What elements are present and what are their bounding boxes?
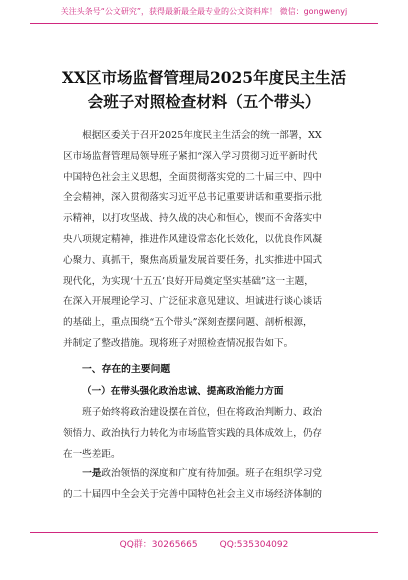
title-line-1: XX区市场监督管理局2025年度民主生活	[61, 68, 347, 87]
text-line: 领悟力、政治执行力转化为市场监管实践的具体成效上，仍存	[63, 427, 323, 439]
text-line: 央八项规定精神，推进作风建设常态化长效化，以优良作风凝	[63, 233, 323, 245]
header-divider	[30, 23, 378, 24]
text-line: 中国特色社会主义思想，全面贯彻落实党的二十届三中、四中	[63, 171, 323, 183]
footer-divider	[30, 532, 378, 533]
intro-paragraph	[63, 126, 345, 355]
paragraph-2	[63, 403, 345, 465]
text-line: 示精神，以打攻坚战、持久战的决心和恒心，锲而不舍落实中	[63, 213, 323, 225]
bold-lead: 一是	[82, 468, 102, 479]
document-title	[40, 66, 368, 114]
text-line: 在一些差距。	[63, 448, 121, 460]
text-line	[63, 464, 345, 485]
text-line: 根据区委关于召开2025年度民主生活会的统一部署，XX	[63, 130, 322, 141]
title-line-2: 会班子对照检查材料（五个带头）	[87, 92, 321, 111]
text-line: 现代化，为实现‘十五五’良好开局奠定坚实基础”这一主题，	[63, 275, 314, 287]
footer	[30, 537, 378, 550]
text-line: 并制定了整改措施。现将班子对照检查情况报告如下。	[63, 337, 294, 349]
section-heading: 一、存在的主要问题	[82, 364, 171, 375]
footer-qq: QQ:535304092	[219, 540, 289, 550]
footer-qq-group: QQ群：30265665	[119, 540, 198, 550]
text-line: 在深入开展理论学习、广泛征求意见建议、坦诚进行谈心谈话	[63, 296, 323, 308]
sub-heading: （一）在带头强化政治忠诚、提高政治能力方面	[82, 386, 284, 397]
paragraph-3	[63, 464, 345, 506]
text-line: 区市场监督管理局领导班子紧扣“深入学习贯彻习近平新时代	[63, 150, 318, 162]
text-line: 的二十届四中全会关于完善中国特色社会主义市场经济体制的	[63, 488, 323, 500]
text-line: 全会精神，深入贯彻落实习近平总书记重要讲话和重要指示批	[63, 192, 323, 204]
text-span: 政治领悟的深度和广度有待加强。班子在组织学习党	[101, 468, 323, 479]
text-line: 的基础上，重点围绕“五个带头”深刻查摆问题、剖析根源，	[63, 317, 313, 329]
text-line: 班子始终将政治建设摆在首位，但在将政治判断力、政治	[63, 407, 323, 418]
header-banner: 关注头条号“公文研究”，获得最新最全最专业的公文资料库！ 微信：gongwenyj	[60, 7, 348, 16]
text-line: 心聚力、真抓干，聚焦高质量发展首要任务，扎实推进中国式	[63, 254, 323, 266]
